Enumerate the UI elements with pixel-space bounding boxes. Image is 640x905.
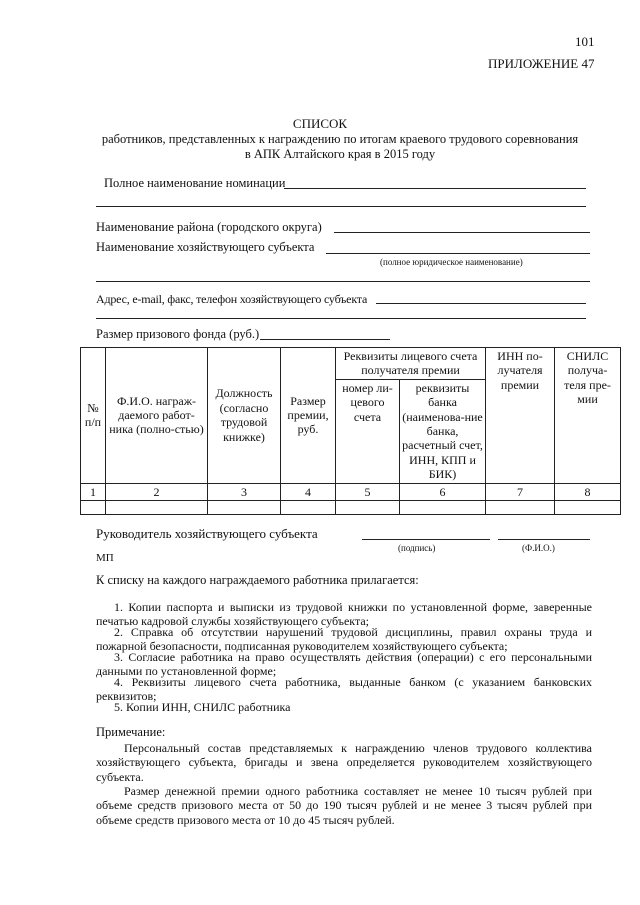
table-cell[interactable] — [81, 500, 106, 514]
signature-line[interactable] — [362, 539, 490, 540]
table-cell[interactable] — [555, 500, 621, 514]
table-cell[interactable] — [281, 500, 336, 514]
col-num-header: № п/п — [81, 348, 106, 484]
table-cell[interactable] — [400, 500, 486, 514]
attachment-item: 5. Копии ИНН, СНИЛС работника — [114, 700, 291, 714]
contacts-label: Адрес, e-mail, факс, телефон хозяйствующего субъекта — [96, 292, 368, 306]
col-snils-header: СНИЛС получа-теля пре-мии — [555, 348, 621, 484]
fund-label: Размер призового фонда (руб.) — [96, 327, 260, 341]
attachment-item: 4. Реквизиты лицевого счета работника, выданные банком (с указанием банковских реквизитов; — [96, 675, 592, 704]
index-cell: 2 — [106, 483, 208, 500]
index-cell: 4 — [281, 483, 336, 500]
fund-line[interactable] — [260, 339, 390, 340]
col-position-header: Должность (согласно трудовой книжке) — [208, 348, 281, 484]
signature-hint: (подпись) — [398, 543, 436, 553]
fio-hint: (Ф.И.О.) — [522, 543, 555, 553]
index-cell: 7 — [486, 483, 555, 500]
index-cell: 1 — [81, 483, 106, 500]
col-inn-header: ИНН по-лучателя премии — [486, 348, 555, 484]
entity-line[interactable] — [326, 253, 590, 254]
subtitle-line-2: в АПК Алтайского края в 2015 году — [244, 147, 436, 162]
col-bank-header: реквизиты банка (наименова-ние банка, расчетный счет, ИНН, КПП и БИК) — [400, 379, 486, 483]
nomination-line-2[interactable] — [96, 206, 586, 207]
col-account-group-header: Реквизиты лицевого счета получателя премии — [336, 348, 486, 380]
fio-line[interactable] — [498, 539, 590, 540]
table-cell[interactable] — [336, 500, 400, 514]
attachment-item: 3. Согласие работника на право осуществлять действия (операции) с его персональными данными по установленной форме; — [96, 650, 592, 679]
awardees-table — [80, 347, 621, 515]
district-label: Наименование района (городского округа) — [96, 220, 322, 234]
index-cell: 3 — [208, 483, 281, 500]
table-cell[interactable] — [486, 500, 555, 514]
nomination-label: Полное наименование номинации — [104, 176, 286, 190]
index-cell: 5 — [336, 483, 400, 500]
entity-line-2[interactable] — [96, 281, 590, 282]
table-cell[interactable] — [208, 500, 281, 514]
head-label: Руководитель хозяйствующего субъекта — [96, 526, 318, 541]
district-line[interactable] — [334, 232, 590, 233]
note-label: Примечание: — [96, 725, 166, 739]
entity-label: Наименование хозяйствующего субъекта — [96, 240, 315, 254]
subtitle-line-1: работников, представленных к награждению по итогам краевого трудового соревнования — [101, 132, 579, 146]
document-title: СПИСОК — [292, 116, 348, 131]
index-cell: 8 — [555, 483, 621, 500]
note-paragraph-2: Размер денежной премии одного работника составляет не менее 10 тысяч рублей при объеме средств призового места от 50 до 190 тысяч рублей и не менее 3 тысяч рублей при объеме средств призового места от 10 до 45 тысяч рублей. — [96, 784, 592, 827]
col-account-number-header: номер ли-цевого счета — [336, 379, 400, 483]
contacts-line[interactable] — [376, 303, 586, 304]
index-row — [81, 483, 621, 500]
entity-hint: (полное юридическое наименование) — [380, 257, 523, 267]
col-amount-header: Размер премии, руб. — [281, 348, 336, 484]
contacts-line-2[interactable] — [96, 318, 586, 319]
appendix-label: ПРИЛОЖЕНИЕ 47 — [488, 56, 595, 71]
col-name-header: Ф.И.О. награж-даемого работ-ника (полно-стью) — [106, 348, 208, 484]
note-paragraph-1: Персональный состав представляемых к награждению членов трудового коллектива хозяйствующего субъекта, бригады и звена определяется руководителем хозяйствующего субъекта. — [96, 741, 592, 784]
stamp-mark: МП — [96, 552, 114, 564]
table-cell[interactable] — [106, 500, 208, 514]
nomination-line[interactable] — [284, 188, 586, 189]
page-number: 101 — [575, 34, 595, 49]
document-subtitle — [60, 132, 620, 163]
attachment-item: 2. Справка об отсутствии нарушений трудовой дисциплины, правил охраны труда и пожарной безопасности, подписанная руководителем хозяйствующего субъекта; — [96, 625, 592, 654]
attachment-item: 1. Копии паспорта и выписки из трудовой книжки по установленной форме, заверенные печатью кадровой службы хозяйствующего субъекта; — [96, 600, 592, 629]
index-cell: 6 — [400, 483, 486, 500]
attachments-intro: К списку на каждого награждаемого работника прилагается: — [96, 573, 419, 587]
table-row[interactable] — [81, 500, 621, 514]
